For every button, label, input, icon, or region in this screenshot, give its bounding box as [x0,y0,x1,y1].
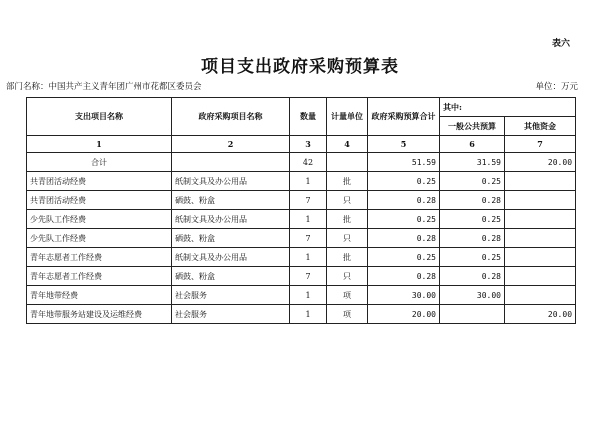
table-row [27,305,576,324]
cell-total: 20.00 [368,305,440,324]
cell-procurement-item: 纸制文具及办公用品 [172,210,290,229]
table-row [27,210,576,229]
header-other-funds: 其他资金 [505,117,576,136]
cell-general-budget: 0.28 [440,267,505,286]
cell-unit: 项 [327,305,368,324]
cell-general-budget: 30.00 [440,286,505,305]
column-number: 7 [505,136,576,153]
cell-quantity: 1 [290,172,327,191]
table-row [27,286,576,305]
header-general-budget: 一般公共预算 [440,117,505,136]
column-number: 1 [27,136,172,153]
header-project-name: 支出项目名称 [27,98,172,136]
cell-project-name: 青年地带经费 [27,286,172,305]
column-number: 3 [290,136,327,153]
cell-project-name: 少先队工作经费 [27,210,172,229]
cell-project-name: 共青团活动经费 [27,191,172,210]
table-row [27,248,576,267]
procurement-budget-table [26,97,576,324]
cell-total: 0.28 [368,229,440,248]
cell-procurement-item: 硒鼓、粉盒 [172,229,290,248]
cell-general-budget: 0.28 [440,191,505,210]
cell-other-funds [505,286,576,305]
cell-other-funds: 20.00 [505,305,576,324]
cell-procurement-item: 社会服务 [172,305,290,324]
cell-project-name: 青年地带服务站建设及运维经费 [27,305,172,324]
cell-other-funds [505,210,576,229]
cell-unit: 只 [327,229,368,248]
cell-project-name: 共青团活动经费 [27,172,172,191]
cell-project-name: 青年志愿者工作经费 [27,248,172,267]
cell-total: 30.00 [368,286,440,305]
column-number: 2 [172,136,290,153]
unit-label: 单位：万元 [535,82,578,92]
cell-procurement-item: 纸制文具及办公用品 [172,248,290,267]
cell-general-budget: 31.59 [440,153,505,172]
header-unit: 计量单位 [327,98,368,136]
cell-quantity: 1 [290,305,327,324]
cell-general-budget: 0.28 [440,229,505,248]
cell-general-budget: 0.25 [440,210,505,229]
table-row [27,191,576,210]
table-row [27,229,576,248]
header-procurement-item: 政府采购项目名称 [172,98,290,136]
cell-quantity: 1 [290,248,327,267]
cell-general-budget [440,305,505,324]
cell-total: 0.25 [368,248,440,267]
cell-general-budget: 0.25 [440,248,505,267]
column-number: 6 [440,136,505,153]
cell-other-funds [505,267,576,286]
header-quantity: 数量 [290,98,327,136]
cell-total: 0.25 [368,172,440,191]
cell-other-funds [505,191,576,210]
cell-unit: 批 [327,172,368,191]
cell-procurement-item: 社会服务 [172,286,290,305]
cell-total: 0.25 [368,210,440,229]
cell-quantity: 7 [290,229,327,248]
cell-quantity: 7 [290,191,327,210]
cell-general-budget: 0.25 [440,172,505,191]
table-row [27,172,576,191]
cell-other-funds: 20.00 [505,153,576,172]
cell-procurement-item [172,153,290,172]
cell-unit: 只 [327,267,368,286]
cell-other-funds [505,229,576,248]
cell-procurement-item: 硒鼓、粉盒 [172,191,290,210]
cell-total: 51.59 [368,153,440,172]
header-row [27,98,576,117]
cell-quantity: 1 [290,210,327,229]
cell-project-name: 青年志愿者工作经费 [27,267,172,286]
cell-unit [327,153,368,172]
column-number: 4 [327,136,368,153]
cell-unit: 项 [327,286,368,305]
cell-unit: 批 [327,210,368,229]
cell-project-name: 合计 [27,153,172,172]
page-title: 项目支出政府采购预算表 [201,57,399,77]
cell-other-funds [505,172,576,191]
cell-total: 0.28 [368,267,440,286]
department-label: 部门名称：中国共产主义青年团广州市花都区委员会 [6,82,202,92]
cell-quantity: 7 [290,267,327,286]
table-row-total [27,153,576,172]
cell-unit: 只 [327,191,368,210]
column-number: 5 [368,136,440,153]
table-number-label: 表六 [551,39,570,49]
cell-procurement-item: 硒鼓、粉盒 [172,267,290,286]
header-total: 政府采购预算合计 [368,98,440,136]
cell-unit: 批 [327,248,368,267]
cell-other-funds [505,248,576,267]
table-row [27,267,576,286]
cell-quantity: 42 [290,153,327,172]
cell-procurement-item: 纸制文具及办公用品 [172,172,290,191]
header-among: 其中: [440,98,576,117]
column-number-row [27,136,576,153]
cell-total: 0.28 [368,191,440,210]
cell-project-name: 少先队工作经费 [27,229,172,248]
cell-quantity: 1 [290,286,327,305]
